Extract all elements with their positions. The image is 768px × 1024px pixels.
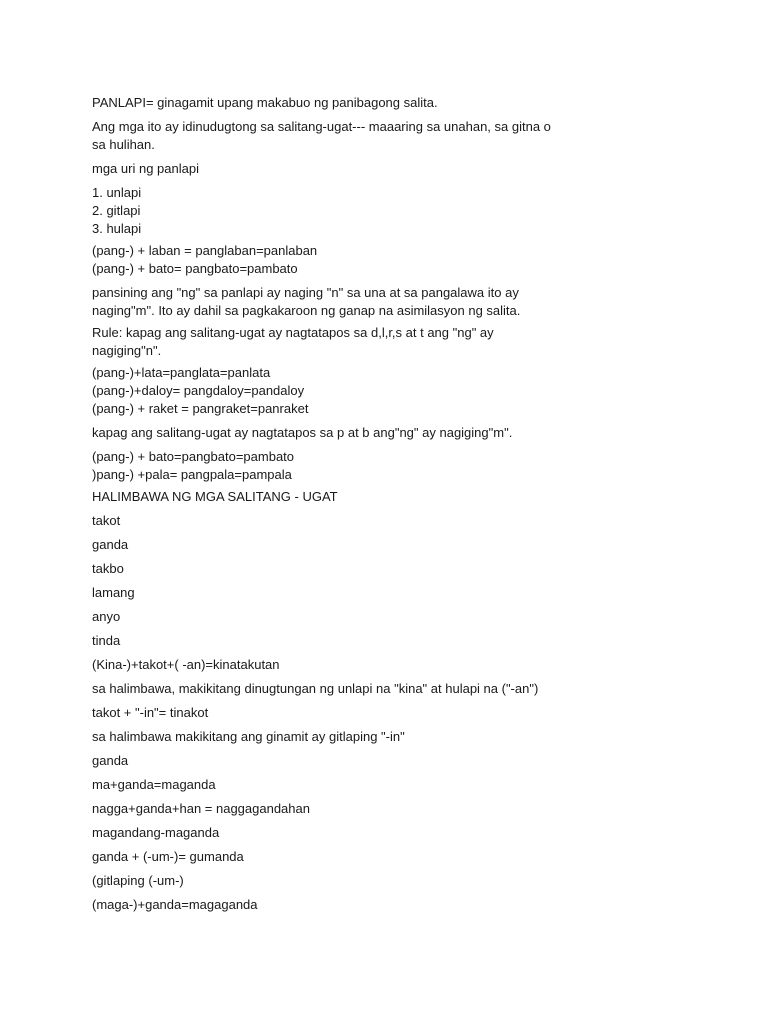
example-line: )pang-) +pala= pangpala=pampala [92, 467, 292, 482]
affix-example: takot + "-in"= tinakot [92, 705, 209, 720]
type-item: 3. hulapi [92, 221, 142, 236]
affix-example: ma+ganda=maganda [92, 777, 216, 792]
example-line: (pang-) + laban = panglaban=panlaban [92, 243, 318, 258]
rule-n-line-1: Rule: kapag ang salitang-ugat ay nagtatapos sa d,l,r,s at t ang "ng" ay [92, 325, 494, 340]
affix-example: (Kina-)+takot+( -an)=kinatakutan [92, 657, 280, 672]
affix-example: ganda [92, 753, 129, 768]
document-page [92, 94, 692, 914]
affix-example: ganda + (-um-)= gumanda [92, 849, 244, 864]
types-heading: mga uri ng panlapi [92, 161, 199, 176]
example-line: (pang-) + bato= pangbato=pambato [92, 261, 298, 276]
root-word: tinda [92, 633, 121, 648]
root-word: takbo [92, 561, 124, 576]
panlapi-definition: PANLAPI= ginagamit upang makabuo ng panibagong salita. [92, 95, 438, 110]
type-item: 2. gitlapi [92, 203, 141, 218]
explanation-line-2: sa hulihan. [92, 137, 155, 152]
root-words-heading: HALIMBAWA NG MGA SALITANG - UGAT [92, 489, 338, 504]
affix-example: (maga-)+ganda=magaganda [92, 897, 258, 912]
affix-example: magandang-maganda [92, 825, 220, 840]
root-word: takot [92, 513, 121, 528]
rule-n-line-2: nagiging"n". [92, 343, 162, 358]
affix-example: nagga+ganda+han = naggagandahan [92, 801, 310, 816]
example-line: (pang-)+daloy= pangdaloy=pandaloy [92, 383, 305, 398]
example-line: (pang-) + raket = pangraket=panraket [92, 401, 309, 416]
affix-example: (gitlaping (-um-) [92, 873, 184, 888]
root-word: lamang [92, 585, 135, 600]
root-word: ganda [92, 537, 129, 552]
type-item: 1. unlapi [92, 185, 142, 200]
note-line-2: naging"m". Ito ay dahil sa pagkakaroon ng ganap na asimilasyon ng salita. [92, 303, 521, 318]
affix-example: sa halimbawa, makikitang dinugtungan ng unlapi na "kina" at hulapi na ("-an") [92, 681, 539, 696]
note-line-1: pansining ang "ng" sa panlapi ay naging "n" sa una at sa pangalawa ito ay [92, 285, 519, 300]
affix-example: sa halimbawa makikitang ang ginamit ay gitlaping "-in" [92, 729, 405, 744]
root-word: anyo [92, 609, 121, 624]
explanation-line-1: Ang mga ito ay idinudugtong sa salitang-ugat--- maaaring sa unahan, sa gitna o [92, 119, 551, 134]
rule-m: kapag ang salitang-ugat ay nagtatapos sa p at b ang"ng" ay nagiging"m". [92, 425, 513, 440]
example-line: (pang-) + bato=pangbato=pambato [92, 449, 295, 464]
example-line: (pang-)+lata=panglata=panlata [92, 365, 271, 380]
